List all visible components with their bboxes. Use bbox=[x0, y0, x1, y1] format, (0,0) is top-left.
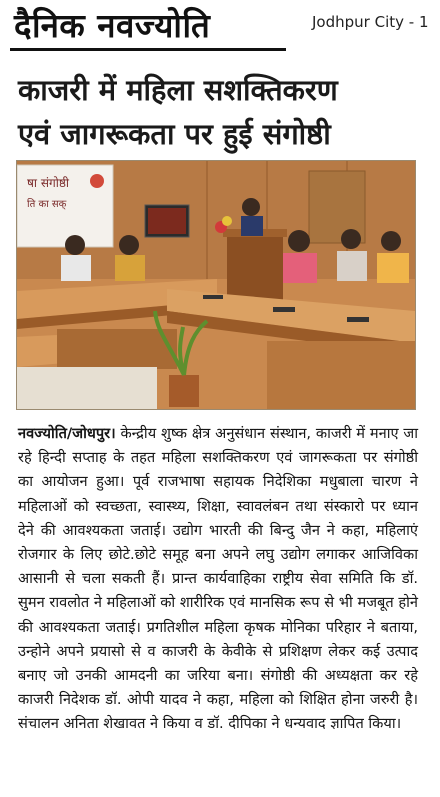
article-photo bbox=[16, 160, 416, 410]
masthead-underline bbox=[10, 48, 286, 51]
article-body bbox=[18, 422, 418, 737]
banner-text-2: ति का सक् bbox=[27, 199, 67, 210]
dateline: नवज्योति/जोधपुर। bbox=[18, 425, 116, 442]
article-body-text: केन्द्रीय शुष्क क्षेत्र अनुसंधान संस्थान, काजरी में मनाए जा रहे हिन्दी सप्ताह के तहत महिला सशक्तिकरण एवं जागरूकता पर संगोष्ठी का आयोजन हुआ। पूर्व राजभाषा सहायक निदेशिका मधुबाला चारण ने महिलाओं को स्वच्छता, स्वास्थ्य, शिक्षा, स्वावलंबन तथा संस्कारो पर ध्यान देने की आवश्यकता जताई। उद्योग भारती की बिन्दु जैन ने कहा, महिलाएं रोजगार के लिए छोटे.छोटे समूह बना अपने लघु उद्योग लगाकर आजिविका आसानी से चला सकती हैं। प्रान्त कार्यवाहिका राष्ट्रीय सेवा समिति कि डॉ. सुमन रावलोत ने महिलाओं को शारीरिक एवं मानसिक रूप से भी मजबूत होने की आवश्यकता जताई। प्रगतिशील महिला कृषक मोनिका परिहार ने बताया, उन्होने अपने प्रयासो से व काजरी के केवीके से प्रशिक्षण लेकर कई उत्पाद बनाए जो उनकी आमदनी का जरिया बना। संगोष्ठी की अध्यक्षता कर रहे काजरी निदेशक डॉ. ओपी यादव ने कहा, महिला को शिक्षित होना जरुरी है। संचालन अनिता शेखावत ने किया व डॉ. दीपिका ने धन्यवाद ज्ञापित किया। bbox=[18, 425, 418, 733]
banner-logo-icon bbox=[90, 174, 104, 188]
article-headline bbox=[18, 68, 422, 156]
meeting-photo-illustration bbox=[17, 161, 415, 409]
headline-line-2: एवं जागरूकता पर हुई संगोष्ठी bbox=[18, 117, 331, 151]
banner-text-1: षा संगोष्ठी bbox=[27, 176, 70, 190]
headline-line-1: काजरी में महिला सशक्तिकरण bbox=[18, 73, 338, 107]
masthead bbox=[0, 0, 440, 56]
edition-label: Jodhpur City - 1 bbox=[312, 13, 429, 31]
newspaper-title: दैनिक नवज्योति bbox=[14, 6, 211, 45]
